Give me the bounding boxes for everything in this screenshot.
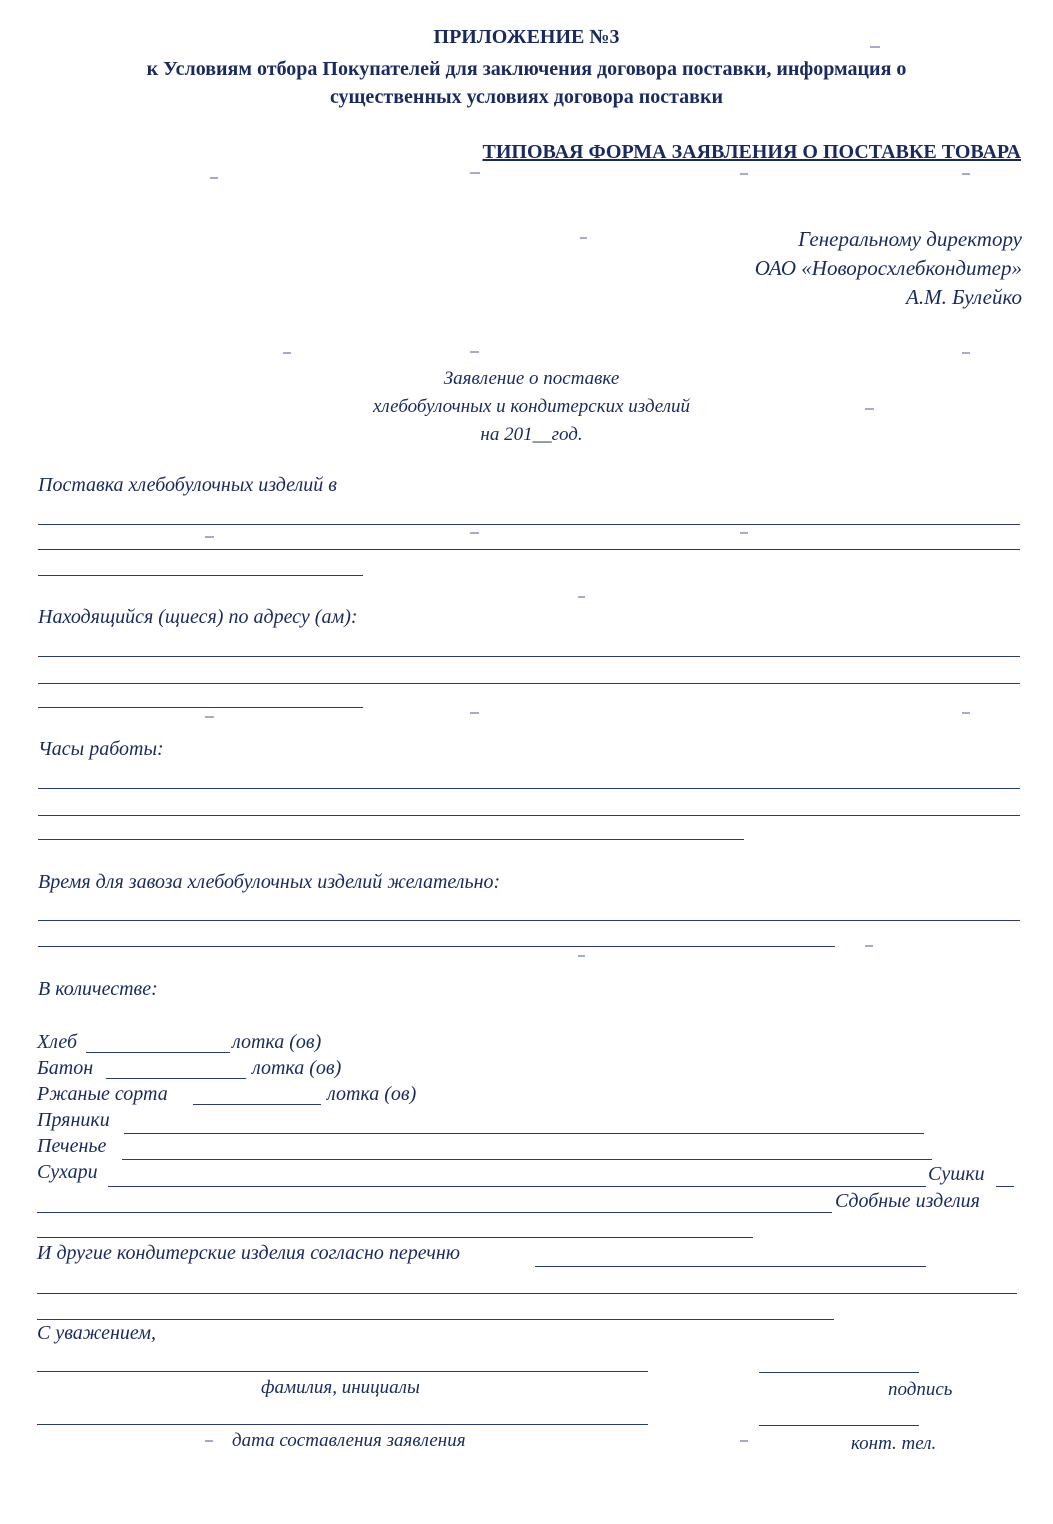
hours-fill-line-2[interactable]: [38, 815, 1020, 816]
pastry-preceding-line[interactable]: [37, 1212, 832, 1213]
phone-line[interactable]: [759, 1425, 919, 1426]
delivery-time-fill-line-1[interactable]: [38, 920, 1020, 921]
scan-speck: [740, 532, 748, 534]
gingerbread-quantity-line[interactable]: [124, 1133, 924, 1134]
baton-quantity-line[interactable]: [106, 1078, 246, 1079]
other-products-line-3[interactable]: [37, 1319, 834, 1320]
scan-speck: [740, 173, 748, 175]
baton-label: Батон: [37, 1057, 94, 1079]
address-label: Находящийся (щиеся) по адресу (ам):: [38, 606, 358, 628]
bread-label: Хлеб: [37, 1031, 78, 1053]
statement-line2: хлебобулочных и кондитерских изделий: [372, 396, 691, 417]
scan-speck: [205, 716, 214, 718]
scan-speck: [865, 945, 873, 947]
delivery-time-label: Время для завоза хлебобулочных изделий желательно:: [38, 871, 501, 893]
rye-unit: лотка (ов): [327, 1083, 417, 1105]
scan-speck: [740, 1440, 748, 1442]
scan-speck: [580, 237, 587, 239]
baton-unit: лотка (ов): [252, 1057, 342, 1079]
scan-speck: [283, 352, 291, 354]
addressee-line2: ОАО «Новоросхлебкондитер»: [754, 256, 1022, 280]
address-fill-line-3[interactable]: [38, 707, 363, 708]
address-fill-line-2[interactable]: [38, 683, 1020, 684]
delivery-fill-line-1[interactable]: [38, 524, 1020, 525]
cookies-label: Печенье: [37, 1135, 107, 1157]
hours-label: Часы работы:: [38, 738, 164, 760]
scan-speck: [470, 712, 479, 714]
sushki-label: Сушки: [928, 1163, 985, 1185]
hours-fill-line-1[interactable]: [38, 788, 1020, 789]
bread-quantity-line[interactable]: [86, 1052, 230, 1053]
scan-speck: [962, 173, 970, 175]
name-caption: фамилия, инициалы: [261, 1377, 420, 1398]
signature-caption: подпись: [888, 1379, 953, 1400]
appendix-subtitle-line1: к Условиям отбора Покупателей для заключения договора поставки, информация о: [146, 58, 907, 80]
date-caption: дата составления заявления: [232, 1430, 466, 1451]
delivery-label: Поставка хлебобулочных изделий в: [38, 474, 337, 496]
bread-unit: лотка (ов): [232, 1031, 322, 1053]
signature-line[interactable]: [759, 1372, 919, 1373]
scan-speck: [470, 351, 479, 353]
sushki-quantity-line[interactable]: [996, 1186, 1014, 1187]
rye-quantity-line[interactable]: [193, 1104, 321, 1105]
rye-label: Ржаные сорта: [37, 1083, 168, 1105]
rusks-label: Сухари: [37, 1161, 98, 1183]
scan-speck: [470, 172, 480, 174]
rusks-quantity-line[interactable]: [108, 1186, 926, 1187]
scan-speck: [470, 532, 479, 534]
scan-speck: [962, 352, 970, 354]
pastry-fill-line[interactable]: [37, 1237, 753, 1238]
closing-text: С уважением,: [37, 1322, 157, 1344]
scan-speck: [205, 536, 214, 538]
addressee-line3: А.М. Булейко: [906, 285, 1022, 309]
scan-speck: [870, 46, 880, 48]
scan-speck: [210, 177, 218, 179]
addressee-line1: Генеральному директору: [798, 227, 1022, 251]
form-title: ТИПОВАЯ ФОРМА ЗАЯВЛЕНИЯ О ПОСТАВКЕ ТОВАРА: [482, 141, 1021, 163]
phone-caption: конт. тел.: [851, 1433, 937, 1454]
scan-speck: [578, 955, 585, 957]
cookies-quantity-line[interactable]: [122, 1159, 932, 1160]
other-products-line-2[interactable]: [37, 1293, 1017, 1294]
date-line[interactable]: [37, 1424, 648, 1425]
scan-speck: [962, 712, 970, 714]
name-line[interactable]: [37, 1371, 648, 1372]
statement-line1: Заявление о поставке: [443, 368, 620, 389]
quantity-label: В количестве:: [38, 978, 158, 1000]
scan-speck: [865, 408, 874, 410]
scan-speck: [578, 596, 585, 598]
statement-line3: на 201__год.: [480, 424, 583, 445]
delivery-time-fill-line-2[interactable]: [38, 946, 835, 947]
other-products-label: И другие кондитерские изделия согласно перечню: [37, 1242, 460, 1264]
delivery-fill-line-3[interactable]: [38, 575, 363, 576]
scan-speck: [205, 1440, 213, 1442]
hours-fill-line-3[interactable]: [38, 839, 744, 840]
gingerbread-label: Пряники: [37, 1109, 110, 1131]
appendix-subtitle-line2: существенных условиях договора поставки: [329, 86, 724, 108]
address-fill-line-1[interactable]: [38, 656, 1020, 657]
other-products-line-1[interactable]: [535, 1266, 926, 1267]
pastry-label: Сдобные изделия: [835, 1190, 980, 1212]
delivery-fill-line-2[interactable]: [38, 549, 1020, 550]
appendix-title: ПРИЛОЖЕНИЕ №3: [433, 26, 620, 48]
